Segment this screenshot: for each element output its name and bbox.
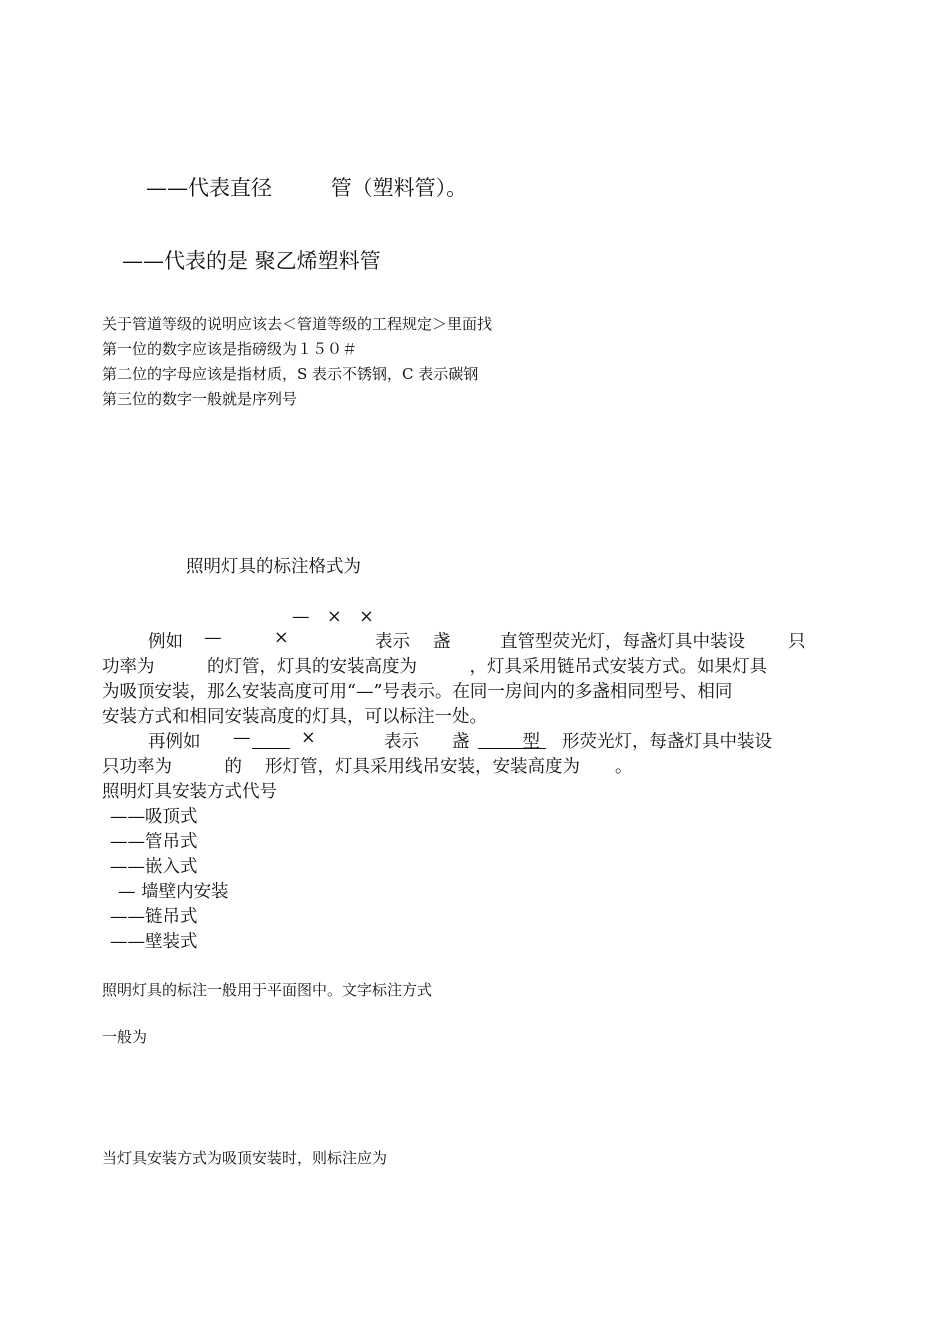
grade-line: 第一位的数字应该是指磅级为１５０＃ <box>102 340 358 358</box>
blank-underline <box>252 728 290 749</box>
note-line: 照明灯具的标注一般用于平面图中。文字标注方式 <box>102 981 433 999</box>
example-1-line-3: 为吸顶安装，那么安装高度可用“—”号表示。在同一房间内的多盏相同型号、相同 <box>102 682 733 702</box>
section-heading: 照明灯具的标注格式为 <box>186 557 361 577</box>
grade-line: 关于管道等级的说明应该去＜管道等级的工程规定＞里面找 <box>102 315 493 333</box>
type-underline: 型 <box>478 728 546 749</box>
mount-item: — 墙壁内安装 <box>118 882 229 902</box>
example-1-line-2: 功率为 的灯管，灯具的安装高度为 ，灯具采用链吊式安装方式。如果灯具 <box>102 657 767 677</box>
mount-item: ——管吊式 <box>110 832 198 852</box>
mount-item: ——链吊式 <box>110 907 198 927</box>
note-line: 一般为 <box>102 1028 148 1046</box>
pe-pipe-line: ——代表的是 聚乙烯塑料管 <box>122 249 381 273</box>
grade-line: 第三位的数字一般就是序列号 <box>102 390 298 408</box>
mount-item: ——嵌入式 <box>110 857 198 877</box>
mount-item: ——壁装式 <box>110 932 198 952</box>
grade-line: 第二位的字母应该是指材质，S 表示不锈钢，C 表示碳钢 <box>102 365 479 383</box>
example-1-line-4: 安装方式和相同安装高度的灯具，可以标注一处。 <box>102 707 487 727</box>
note-line: 当灯具安装方式为吸顶安装时，则标注应为 <box>102 1149 388 1167</box>
pipe-diameter-line: ——代表直径 管（塑料管）。 <box>146 176 468 200</box>
mount-item: ——吸顶式 <box>110 807 198 827</box>
format-formula: — × × <box>292 607 374 627</box>
mount-title: 照明灯具安装方式代号 <box>102 782 277 802</box>
example-2-line-2: 只功率为 的 形灯管，灯具采用线吊安装，安装高度为 。 <box>102 757 633 777</box>
